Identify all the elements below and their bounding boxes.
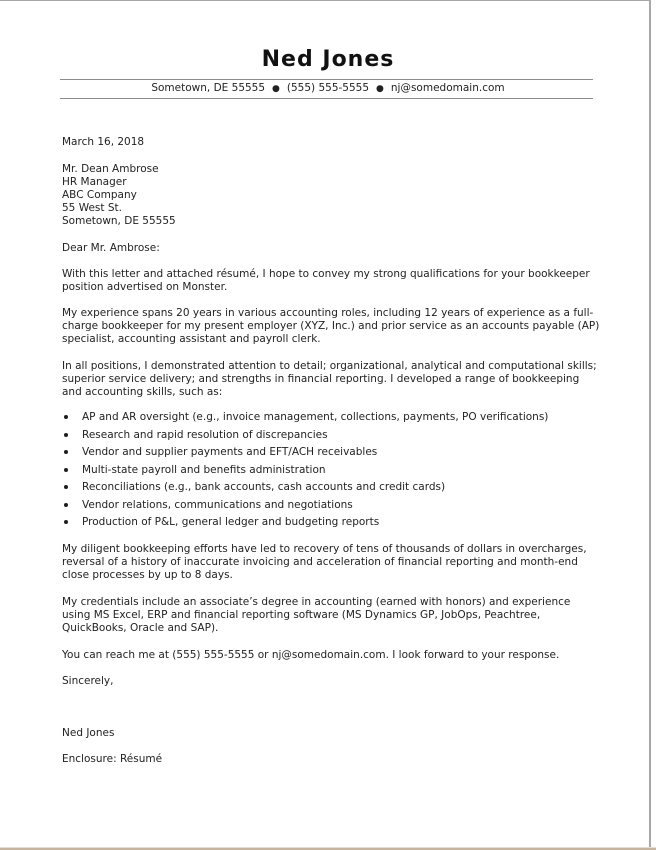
letter-date: March 16, 2018 — [62, 136, 145, 148]
header-rule-bottom — [60, 98, 593, 99]
bullet-icon — [64, 450, 68, 454]
recipient-city: Sometown, DE 55555 — [62, 215, 176, 227]
sender-address: Sometown, DE 55555 — [151, 82, 266, 94]
paragraph-experience: My experience spans 20 years in various accounting roles, including 12 years of experience as a full-charge bookkeeper for my present employer (XYZ, Inc.) and prior service as an accounts payable (AP) specialist, accounting assistant and payroll clerk. — [62, 307, 600, 345]
paragraph-credentials: My credentials include an associate’s degree in accounting (earned with honors) and experience using MS Excel, ERP and financial reporting software (MS Dynamics GP, JobOps, Peachtree, QuickBooks, Oracle and SAP). — [62, 596, 571, 634]
recipient-company: ABC Company — [62, 189, 137, 201]
skills-list-item: Research and rapid resolution of discrepancies — [62, 429, 602, 447]
skills-list-item: Multi-state payroll and benefits administration — [62, 464, 602, 482]
paragraph-skills-intro: In all positions, I demonstrated attention to detail; organizational, analytical and computational skills; superior service delivery; and strengths in financial reporting. I developed a range of bookkeeping and accounting skills, such as: — [62, 360, 597, 398]
skills-list-item: Production of P&L, general ledger and budgeting reports — [62, 516, 602, 534]
skills-list-item: Vendor relations, communications and negotiations — [62, 499, 602, 517]
signature-name: Ned Jones — [62, 727, 115, 739]
bullet-icon — [64, 503, 68, 507]
sender-email: nj@somedomain.com — [390, 82, 505, 94]
recipient-title: HR Manager — [62, 176, 127, 188]
sender-name-heading: Ned Jones — [261, 47, 395, 72]
bullet-separator-icon: ● — [376, 84, 384, 94]
recipient-name: Mr. Dean Ambrose — [62, 163, 159, 175]
skills-list — [62, 411, 602, 534]
bullet-icon — [64, 415, 68, 419]
sender-phone: (555) 555-5555 — [286, 82, 370, 94]
skills-list-item: Reconciliations (e.g., bank accounts, cash accounts and credit cards) — [62, 481, 602, 499]
bullet-separator-icon: ● — [272, 84, 280, 94]
bullet-icon — [64, 520, 68, 524]
skills-list-item: Vendor and supplier payments and EFT/ACH receivables — [62, 446, 602, 464]
salutation: Dear Mr. Ambrose: — [62, 242, 160, 254]
bullet-icon — [64, 485, 68, 489]
paragraph-contact: You can reach me at (555) 555-5555 or nj@somedomain.com. I look forward to your response. — [62, 649, 560, 661]
paragraph-achievements: My diligent bookkeeping efforts have led to recovery of tens of thousands of dollars in overcharges, reversal of a history of inaccurate invoicing and acceleration of financial reporting and month-end close processes by up to 8 days. — [62, 543, 587, 581]
recipient-street: 55 West St. — [62, 202, 122, 214]
recipient-block — [62, 163, 602, 228]
enclosure-note: Enclosure: Résumé — [62, 753, 163, 765]
closing: Sincerely, — [62, 675, 114, 687]
skills-list-item: AP and AR oversight (e.g., invoice management, collections, payments, PO verifications) — [62, 411, 602, 429]
bullet-icon — [64, 468, 68, 472]
bullet-icon — [64, 433, 68, 437]
sender-contact-line — [0, 80, 656, 98]
paragraph-intro: With this letter and attached résumé, I hope to convey my strong qualifications for your bookkeeper position advertised on Monster. — [62, 268, 590, 293]
